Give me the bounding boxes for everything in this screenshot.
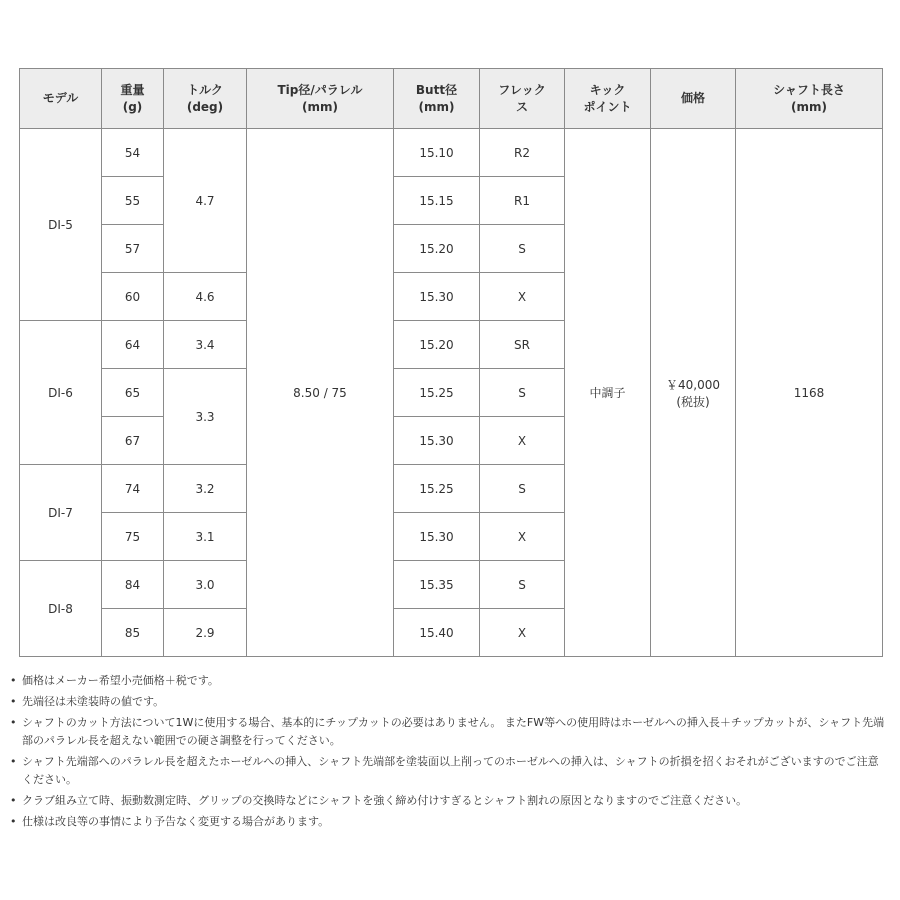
torque-cell: 4.7 (164, 129, 247, 273)
model-cell: DI-8 (20, 561, 102, 657)
price-tax-note: (税抜) (676, 394, 710, 409)
butt-cell: 15.25 (394, 369, 480, 417)
table-row (20, 129, 883, 177)
weight-cell: 67 (102, 417, 164, 465)
bullet-icon: • (10, 815, 17, 828)
header-model: モデル (20, 69, 102, 129)
torque-cell: 3.3 (164, 369, 247, 465)
butt-cell: 15.10 (394, 129, 480, 177)
torque-cell: 3.1 (164, 513, 247, 561)
weight-cell: 84 (102, 561, 164, 609)
header-row (20, 69, 883, 129)
flex-cell: S (480, 369, 565, 417)
price-amount: ￥40,000 (666, 377, 720, 392)
butt-cell: 15.30 (394, 417, 480, 465)
flex-cell: SR (480, 321, 565, 369)
torque-cell: 4.6 (164, 273, 247, 321)
header-flex: フレック ス (480, 69, 565, 129)
price-cell (651, 129, 736, 657)
model-cell: DI-6 (20, 321, 102, 465)
note-text: 仕様は改良等の事情により予告なく変更する場合があります。 (22, 815, 330, 828)
header-price: 価格 (651, 69, 736, 129)
header-torque: トルク (deg) (164, 69, 247, 129)
list-item (8, 714, 888, 750)
flex-cell: S (480, 465, 565, 513)
note-text: クラブ組み立て時、振動数測定時、グリップの交換時などにシャフトを強く締め付けすぎるとシャフト割れの原因となりますのでご注意ください。 (22, 794, 748, 807)
weight-cell: 60 (102, 273, 164, 321)
weight-cell: 55 (102, 177, 164, 225)
weight-cell: 75 (102, 513, 164, 561)
flex-cell: X (480, 609, 565, 657)
bullet-icon: • (10, 794, 17, 807)
torque-cell: 2.9 (164, 609, 247, 657)
butt-cell: 15.35 (394, 561, 480, 609)
torque-cell: 3.2 (164, 465, 247, 513)
weight-cell: 54 (102, 129, 164, 177)
list-item (8, 813, 888, 831)
flex-cell: X (480, 273, 565, 321)
bullet-icon: • (10, 716, 17, 729)
flex-cell: X (480, 417, 565, 465)
weight-cell: 74 (102, 465, 164, 513)
header-weight: 重量 (g) (102, 69, 164, 129)
weight-cell: 65 (102, 369, 164, 417)
list-item (8, 672, 888, 690)
note-text: シャフトのカット方法について1Wに使用する場合、基本的にチップカットの必要はありません。 またFW等への使用時はホーゼルへの挿入長＋チップカットが、シャフト先端部のパラレル長を超えない範囲での硬さ調整を行ってください。 (22, 716, 885, 747)
butt-cell: 15.25 (394, 465, 480, 513)
header-butt: Butt径 (mm) (394, 69, 480, 129)
tip-parallel-cell: 8.50 / 75 (247, 129, 394, 657)
bullet-icon: • (10, 755, 17, 768)
butt-cell: 15.15 (394, 177, 480, 225)
butt-cell: 15.40 (394, 609, 480, 657)
torque-cell: 3.4 (164, 321, 247, 369)
bullet-icon: • (10, 674, 17, 687)
list-item (8, 693, 888, 711)
note-text: シャフト先端部へのパラレル長を超えたホーゼルへの挿入、シャフト先端部を塗装面以上削ってのホーゼルへの挿入は、シャフトの折損を招くおそれがございますのでご注意ください。 (22, 755, 879, 786)
weight-cell: 85 (102, 609, 164, 657)
header-kick-point: キック ポイント (565, 69, 651, 129)
model-cell: DI-7 (20, 465, 102, 561)
torque-cell: 3.0 (164, 561, 247, 609)
flex-cell: X (480, 513, 565, 561)
flex-cell: S (480, 561, 565, 609)
butt-cell: 15.30 (394, 273, 480, 321)
model-cell: DI-5 (20, 129, 102, 321)
note-text: 先端径は未塗装時の値です。 (22, 695, 165, 708)
kick-point-cell: 中調子 (565, 129, 651, 657)
header-tip-parallel: Tip径/パラレル (mm) (247, 69, 394, 129)
header-shaft-length: シャフト長さ (mm) (736, 69, 883, 129)
spec-table (19, 68, 883, 657)
butt-cell: 15.20 (394, 321, 480, 369)
weight-cell: 57 (102, 225, 164, 273)
list-item (8, 792, 888, 810)
flex-cell: R2 (480, 129, 565, 177)
notes-list (8, 672, 888, 834)
flex-cell: R1 (480, 177, 565, 225)
flex-cell: S (480, 225, 565, 273)
butt-cell: 15.30 (394, 513, 480, 561)
weight-cell: 64 (102, 321, 164, 369)
list-item (8, 753, 888, 789)
butt-cell: 15.20 (394, 225, 480, 273)
bullet-icon: • (10, 695, 17, 708)
shaft-length-cell: 1168 (736, 129, 883, 657)
note-text: 価格はメーカー希望小売価格＋税です。 (22, 674, 219, 687)
